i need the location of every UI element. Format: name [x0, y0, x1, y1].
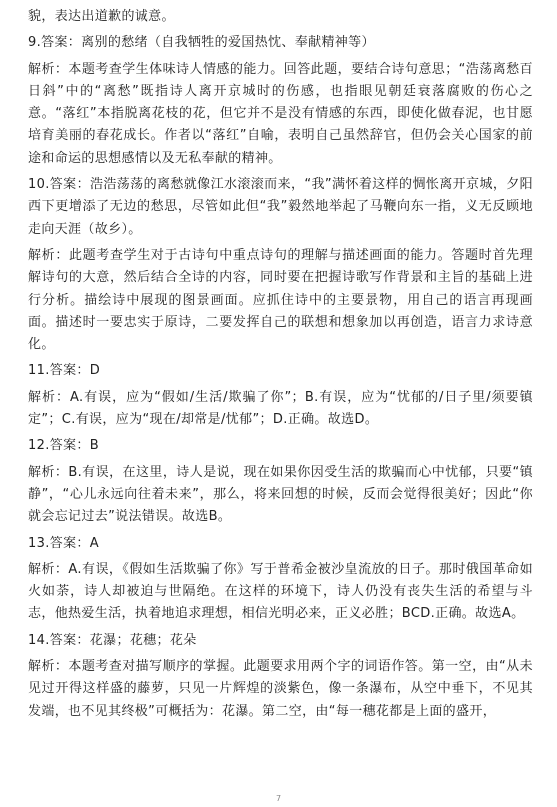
analysis-11: 解析：A.有误，应为“假如/生活/欺骗了你”；B.有误，应为“忧郁的/日子里/须要镇定”；C.有误，应为“现在/却常是/忧郁”；D.正确。故选D。: [28, 389, 533, 428]
page-content: [28, 6, 533, 727]
analysis-9: 解析：本题考查学生体味诗人情感的能力。回答此题，要结合诗句意思；“浩荡离愁百日斜”中的“离愁”既指诗人离开京城时的伤感，也指眼见朝廷衰落腐败的伤心之意。“落红”本指脱离花枝的花，但它并不是没有情感的东西，即使化做春泥，也甘愿培育美丽的春花成长。作者以“落红”自喻，表明自己虽然辞官，但仍会关心国家的前途和命运的思想感情以及无私奉献的精神。: [28, 61, 533, 166]
continuation-text: 貌，表达出道歉的诚意。: [28, 9, 175, 24]
analysis-10: 解析：此题考查学生对于古诗句中重点诗句的理解与描述画面的能力。答题时首先理解诗句的大意，然后结合全诗的内容，同时要在把握诗歌写作背景和主旨的基础上进行分析。描绘诗中展现的图景画面。应抓住诗中的主要景物，用自己的语言再现画面。描述时一要忠实于原诗，二要发挥自己的联想和想象加以再创造，语言力求诗意化。: [28, 247, 533, 353]
answer-13: 13.答案：A: [28, 535, 100, 551]
answer-11: 11.答案：D: [28, 363, 101, 379]
answer-14: 14.答案：花瀑；花穗；花朵: [28, 632, 197, 648]
page-number: 7: [275, 794, 282, 803]
answer-12: 12.答案：B: [28, 438, 100, 454]
analysis-12: 解析：B.有误，在这里，诗人是说，现在如果你因受生活的欺骗而心中忧郁，只要“镇静”，“心儿永远向往着未来”，那么，将来回想的时候，反而会觉得很美好；因此“你就会忘记过去”说法错误。故选B。: [28, 464, 533, 525]
answer-9: 9.答案：离别的愁绪（自我牺牲的爱国热忱、奉献精神等）: [28, 35, 375, 51]
answer-10: 10.答案：浩浩荡荡的离愁就像江水滚滚而来，“我”满怀着这样的惆怅离开京城，夕阳西下更增添了无边的愁思，尽管如此但“我”毅然地举起了马鞭向东一指，义无反顾地走向天涯（故乡）。: [28, 177, 533, 237]
analysis-13: 解析：A.有误，《假如生活欺骗了你》写于普希金被沙皇流放的日子。那时俄国革命如火如荼，诗人却被迫与世隔绝。在这样的环境下，诗人仍没有丧失生活的希望与斗志，他热爱生活，执着地追求理想，相信光明必来，正义必胜；BCD.正确。故选A。: [28, 561, 533, 622]
analysis-14: 解析：本题考查对描写顺序的掌握。此题要求用两个字的词语作答。第一空，由“从未见过开得这样盛的藤萝，只见一片辉煌的淡紫色，像一条瀑布，从空中垂下，不见其发端，也不见其终极”可概括为：花瀑。第二空，由“每一穗花都是上面的盛开，: [28, 659, 533, 719]
